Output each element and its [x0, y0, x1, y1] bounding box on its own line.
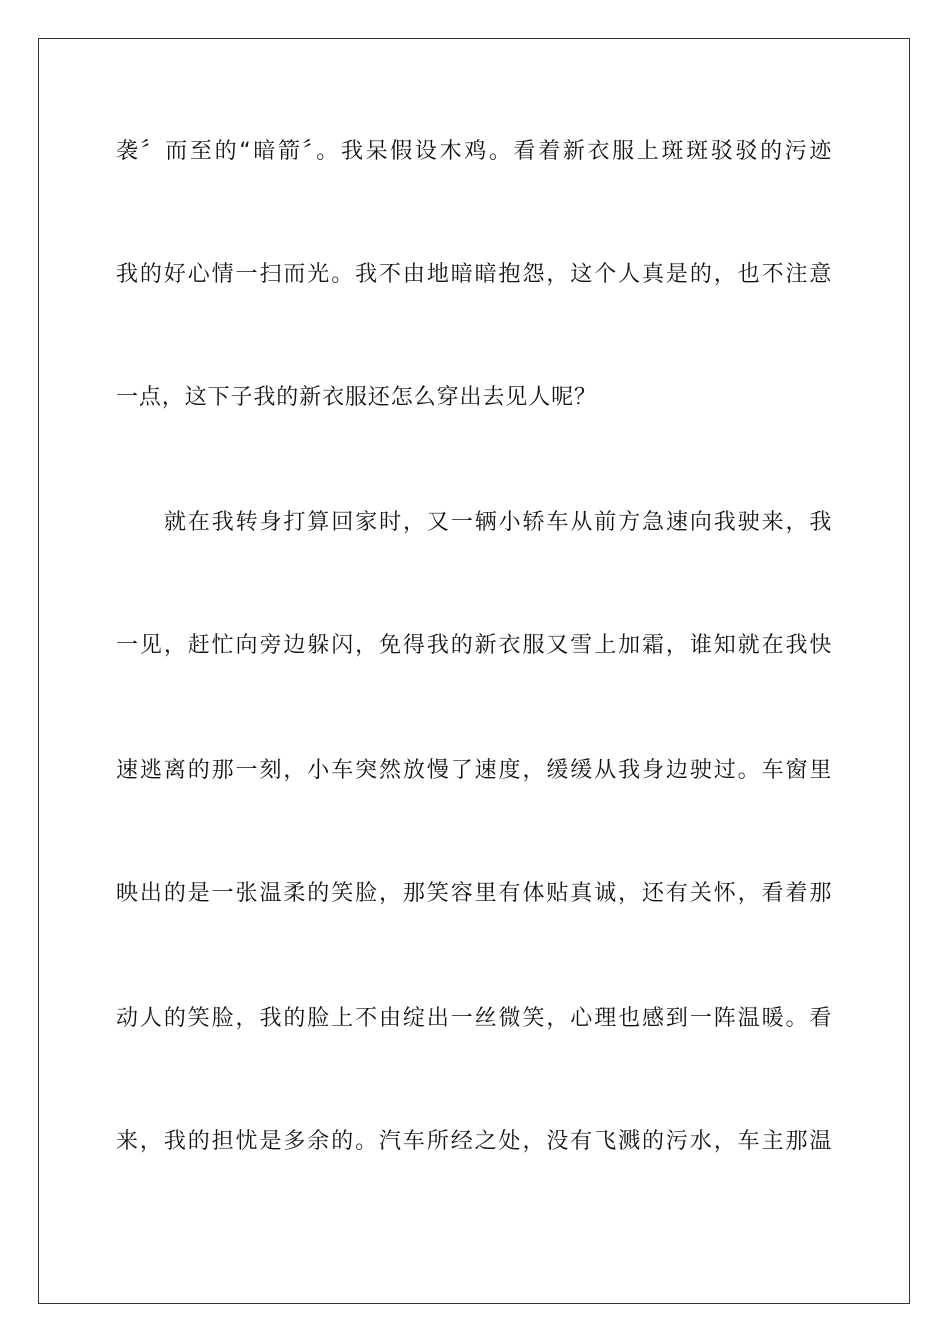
text-line: 速逃离的那一刻，小车突然放慢了速度，缓缓从我身边驶过。车窗里 — [116, 758, 832, 783]
page-border — [38, 38, 910, 1304]
text-line: 我的好心情一扫而光。我不由地暗暗抱怨，这个人真是的，也不注意 — [116, 262, 832, 287]
text-line: 袭〞而至的“暗箭〞。我呆假设木鸡。看着新衣服上斑斑驳驳的污迹 — [116, 139, 832, 164]
paragraph-first-line: 就在我转身打算回家时，又一辆小轿车从前方急速向我驶来，我 — [164, 510, 832, 535]
text-line: 动人的笑脸，我的脸上不由绽出一丝微笑，心理也感到一阵温暖。看 — [116, 1006, 832, 1031]
text-line: 映出的是一张温柔的笑脸，那笑容里有体贴真诚，还有关怀，看着那 — [116, 881, 832, 906]
text-line: 一点，这下子我的新衣服还怎么穿出去见人呢？ — [116, 385, 597, 410]
text-line: 一见，赶忙向旁边躲闪，免得我的新衣服又雪上加霜，谁知就在我快 — [116, 633, 832, 658]
text-line: 来，我的担忧是多余的。汽车所经之处，没有飞溅的污水，车主那温 — [116, 1129, 832, 1154]
